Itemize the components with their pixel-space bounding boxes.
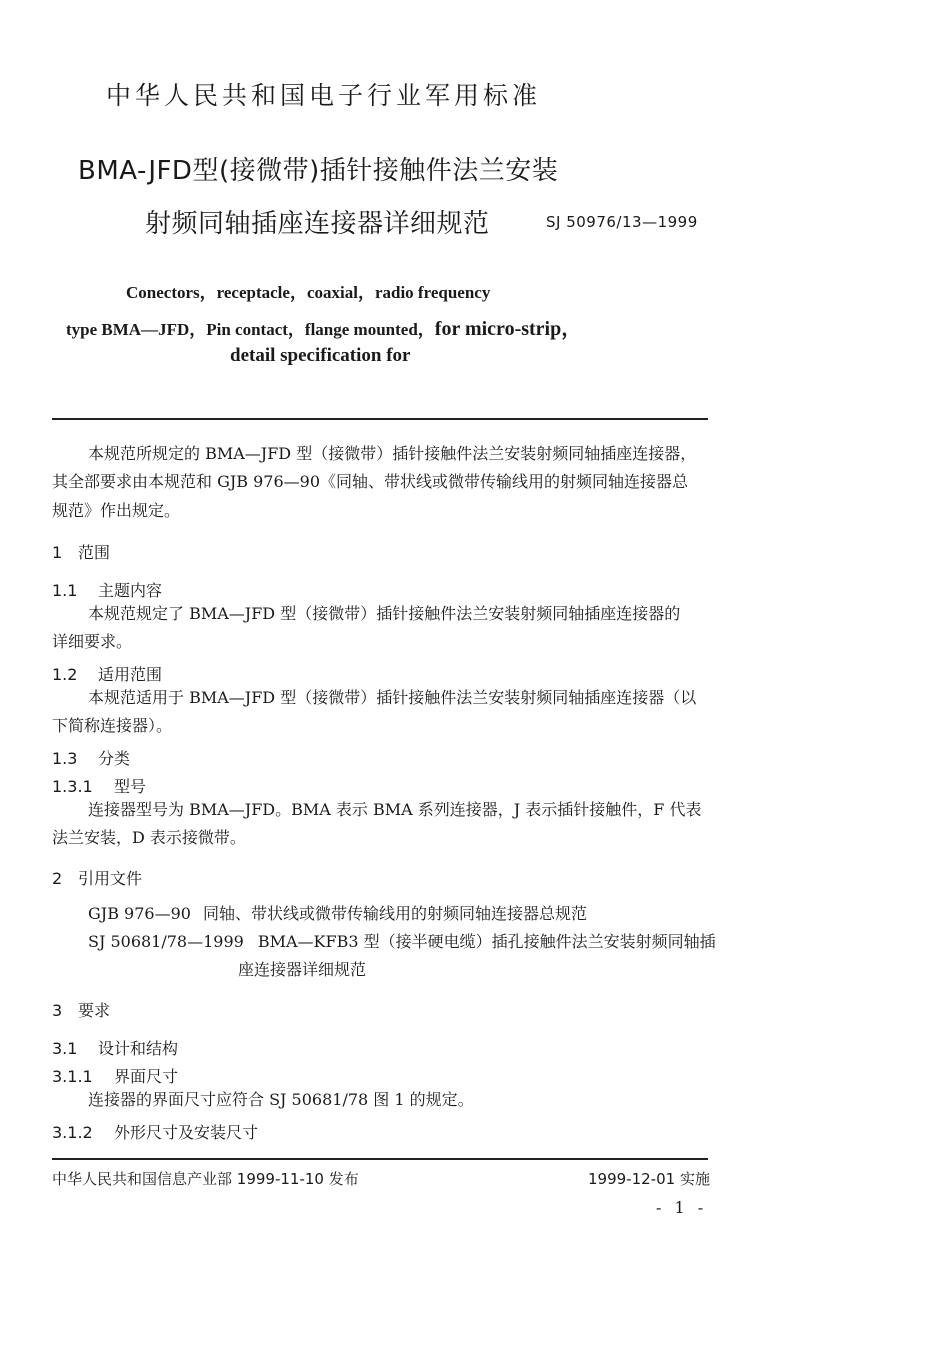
- section-number: 1.3: [52, 749, 78, 768]
- section-number: 3.1: [52, 1039, 78, 1058]
- section-1-2-text-line-1: 本规范适用于 BMA—JFD 型（接微带）插针接触件法兰安装射频同轴插座连接器（以: [88, 688, 697, 707]
- section-1-1-heading: [52, 578, 162, 601]
- section-number: 1.2: [52, 665, 78, 684]
- section-1-heading: [52, 540, 110, 563]
- standard-code: SJ 50976/13—1999: [546, 213, 698, 231]
- intro-line-1: 本规范所规定的 BMA—JFD 型（接微带）插针接触件法兰安装射频同轴插座连接器，: [88, 444, 697, 463]
- english-title-line-2-part-1: type BMA—JFD，Pin contact，flange mounted，: [66, 320, 435, 339]
- section-3-1-1-heading: [52, 1064, 178, 1087]
- reference-title: 同轴、带状线或微带传输线用的射频同轴连接器总规范: [202, 904, 587, 923]
- section-title: 引用文件: [78, 869, 143, 888]
- reference-2-title-line-2: 座连接器详细规范: [238, 960, 367, 979]
- reference-1: [88, 900, 587, 928]
- section-title: 设计和结构: [98, 1039, 179, 1058]
- section-number: 1: [52, 543, 63, 562]
- english-title-line-2: [66, 312, 581, 341]
- section-3-1-1-text: 连接器的界面尺寸应符合 SJ 50681/78 图 1 的规定。: [88, 1090, 474, 1109]
- section-number: 3.1.1: [52, 1067, 93, 1086]
- section-title: 外形尺寸及安装尺寸: [114, 1123, 259, 1142]
- intro-line-3: 规范》作出规定。: [52, 501, 181, 520]
- section-title: 主题内容: [98, 581, 163, 600]
- section-1-2-text-line-2: 下简称连接器）。: [52, 716, 173, 735]
- reference-title: BMA—KFB3 型（接半硬电缆）插孔接触件法兰安装射频同轴插: [257, 932, 716, 951]
- section-number: 1.3.1: [52, 777, 93, 796]
- reference-2: [88, 928, 716, 956]
- title-line-2: 射频同轴插座连接器详细规范: [145, 209, 490, 239]
- english-title-line-2-part-2: for micro-strip，: [434, 318, 582, 340]
- intro-line-2: 其全部要求由本规范和 GJB 976—90《同轴、带状线或微带传输线用的射频同轴连接器总: [52, 472, 689, 491]
- section-title: 适用范围: [98, 665, 163, 684]
- standard-category: 中华人民共和国电子行业军用标准: [106, 81, 542, 110]
- english-title-line-3: detail specification for: [230, 345, 411, 366]
- title-line-1: BMA-JFD型(接微带)插针接触件法兰安装: [78, 156, 559, 186]
- section-1-3-1-text-line-2: 法兰安装，D 表示接微带。: [52, 828, 246, 847]
- section-1-3-1-text-line-1: 连接器型号为 BMA—JFD。BMA 表示 BMA 系列连接器，J 表示插针接触件，F 代表: [88, 800, 702, 819]
- section-title: 界面尺寸: [114, 1067, 179, 1086]
- section-number: 3.1.2: [52, 1123, 93, 1142]
- section-number: 1.1: [52, 581, 78, 600]
- english-title-line-1: Conectors，receptacle，coaxial，radio frequency: [126, 283, 491, 302]
- section-1-2-heading: [52, 662, 162, 685]
- section-1-1-text-line-1: 本规范规定了 BMA—JFD 型（接微带）插针接触件法兰安装射频同轴插座连接器的: [88, 604, 681, 623]
- section-title: 范围: [78, 543, 111, 562]
- section-number: 2: [52, 869, 63, 888]
- effective-date: 1999-12-01 实施: [588, 1170, 710, 1188]
- header-divider: [52, 418, 708, 420]
- section-title: 型号: [114, 777, 147, 796]
- section-1-1-text-line-2: 详细要求。: [52, 632, 133, 651]
- section-3-1-2-heading: [52, 1120, 258, 1143]
- section-3-heading: [52, 998, 110, 1021]
- section-1-3-1-heading: [52, 774, 146, 797]
- section-3-1-heading: [52, 1036, 178, 1059]
- section-2-heading: [52, 866, 142, 889]
- section-number: 3: [52, 1001, 63, 1020]
- section-title: 要求: [78, 1001, 111, 1020]
- page-number: - 1 -: [656, 1198, 708, 1217]
- section-title: 分类: [98, 749, 131, 768]
- reference-code: SJ 50681/78—1999: [88, 932, 244, 951]
- reference-code: GJB 976—90: [88, 904, 191, 923]
- issued-date: 中华人民共和国信息产业部 1999-11-10 发布: [52, 1170, 359, 1188]
- section-1-3-heading: [52, 746, 130, 769]
- footer-divider: [52, 1158, 708, 1160]
